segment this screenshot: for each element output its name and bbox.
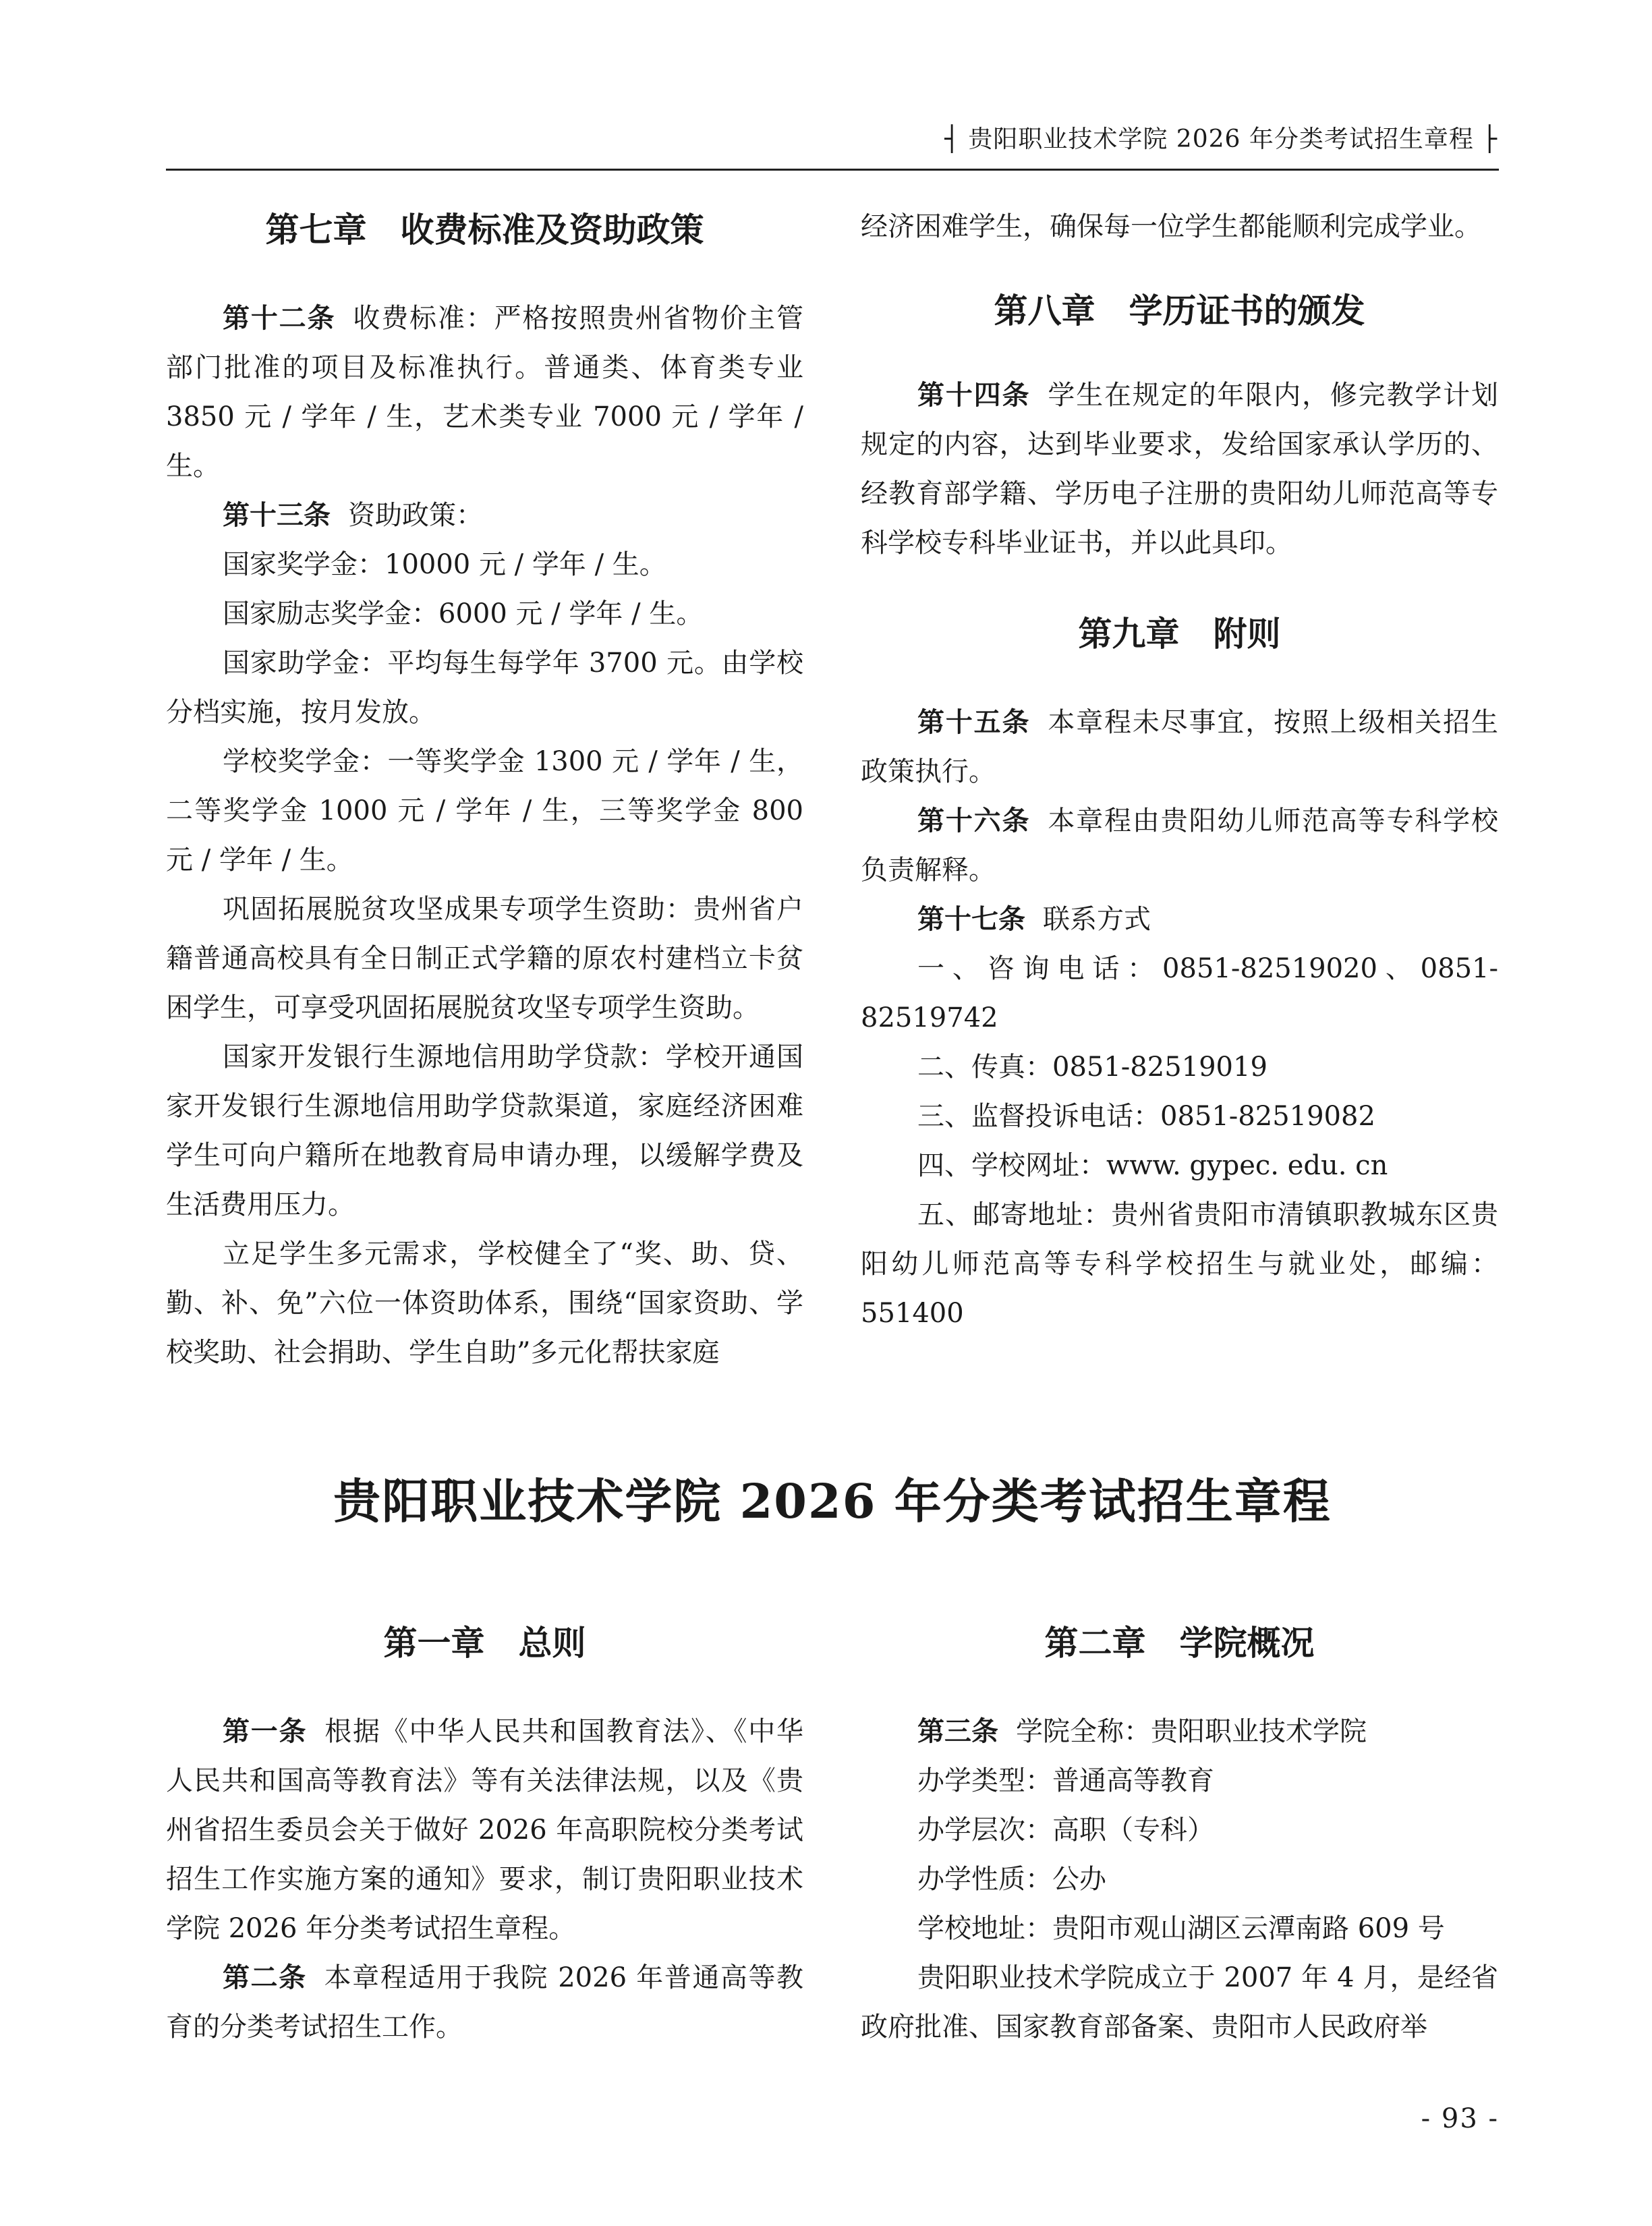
article-14-label: 第十四条 [917,380,1031,411]
header-rule [166,169,1499,171]
chapter-9-title: 第九章 附则 [1078,615,1281,654]
article-15-label: 第十五条 [917,707,1031,738]
article-12-text: 收费标准：严格按照贵州省物价主管部门批准的项目及标准执行。普通类、体育类专业 3850 元 / 学年 / 生，艺术类专业 7000 元 / 学年 / 生。 [166,303,804,482]
chapter-7-title: 第七章 收费标准及资助政策 [265,210,704,250]
school-nature: 办学性质：公办 [917,1864,1106,1895]
article-17 [861,895,1498,944]
page-number: - 93 - [1421,2103,1499,2134]
chapter-2-title: 第二章 学院概况 [1044,1624,1315,1663]
article-12-label: 第十二条 [223,303,336,334]
article-12 [166,294,803,491]
article-13-label: 第十三条 [223,500,331,531]
article-3-label: 第三条 [917,1716,998,1747]
school-level: 办学层次：高职（专科） [917,1815,1214,1846]
article-13 [166,491,803,540]
article-14-text: 学生在规定的年限内，修完教学计划规定的内容，达到毕业要求，发给国家承认学历的、经教育部学籍、学历电子注册的贵阳幼儿师范高等专科学校专科毕业证书，并以此具印。 [861,380,1499,559]
chapter-1-title: 第一章 总则 [383,1624,586,1663]
contact-website: 四、学校网址：www. gypec. edu. cn [917,1150,1388,1181]
aid-system-continuation: 经济困难学生，确保每一位学生都能顺利完成学业。 [861,211,1481,242]
national-encouragement-scholarship: 国家励志奖学金：6000 元 / 学年 / 生。 [223,598,704,629]
chapter-8-title: 第八章 学历证书的颁发 [994,291,1365,331]
aid-system: 立足学生多元需求，学校健全了“奖、助、贷、勤、补、免”六位一体资助体系，围绕“国家资助、学校奖助、社会捐助、学生自助”多元化帮扶家庭 [166,1238,803,1368]
column-left-bottom [166,1619,803,2052]
column-right-bottom [861,1619,1498,2052]
national-grant: 国家助学金：平均每生每学年 3700 元。由学校分档实施，按月发放。 [166,648,803,728]
contact-address: 五、邮寄地址：贵州省贵阳市清镇职教城东区贵阳幼儿师范高等专科学校招生与就业处，邮编：551400 [861,1199,1498,1329]
article-2-label: 第二条 [223,1962,307,1993]
article-17-label: 第十七条 [917,904,1025,935]
article-1-text: 根据《中华人民共和国教育法》、《中华人民共和国高等教育法》等有关法律法规，以及《贵州省招生委员会关于做好 2026 年高职院校分类考试招生工作实施方案的通知》要求，制订贵阳职业技术学院 2026 年分类考试招生章程。 [166,1716,803,1944]
school-scholarship: 学校奖学金：一等奖学金 1300 元 / 学年 / 生，二等奖学金 1000 元 / 学年 / 生，三等奖学金 800 元 / 学年 / 生。 [166,746,803,876]
student-loan: 国家开发银行生源地信用助学贷款：学校开通国家开发银行生源地信用助学贷款渠道，家庭经济困难学生可向户籍所在地教育局申请办理，以缓解学费及生活费用压力。 [166,1041,803,1220]
article-16-label: 第十六条 [917,805,1031,836]
article-16 [861,797,1498,895]
contact-phone: 一、咨询电话：0851-82519020、0851-82519742 [861,953,1498,1033]
article-15 [861,698,1498,797]
contact-fax: 二、传真：0851-82519019 [917,1052,1268,1083]
article-13-text: 资助政策： [348,500,483,531]
national-scholarship: 国家奖学金：10000 元 / 学年 / 生。 [223,549,666,580]
running-header: ┤ 贵阳职业技术学院 2026 年分类考试招生章程 ├ [944,125,1498,153]
poverty-aid: 巩固拓展脱贫攻坚成果专项学生资助：贵州省户籍普通高校具有全日制正式学籍的原农村建档立卡贫困学生，可享受巩固拓展脱贫攻坚专项学生资助。 [166,894,803,1023]
article-16-text: 本章程由贵阳幼儿师范高等专科学校负责解释。 [861,805,1499,886]
article-15-text: 本章程未尽事宜，按照上级相关招生政策执行。 [861,707,1499,787]
article-3 [861,1707,1498,1757]
column-left-top [166,202,803,1377]
article-2-text: 本章程适用于我院 2026 年普通高等教育的分类考试招生工作。 [166,1962,804,2043]
article-2 [166,1953,803,2052]
document-title: 贵阳职业技术学院 2026 年分类考试招生章程 [333,1473,1332,1529]
article-1-label: 第一条 [223,1716,308,1747]
article-3-text: 学院全称：贵阳职业技术学院 [1016,1716,1367,1747]
school-history: 贵阳职业技术学院成立于 2007 年 4 月，是经省政府批准、国家教育部备案、贵阳市人民政府举 [861,1962,1498,2043]
article-1 [166,1707,803,1953]
contact-complaint-phone: 三、监督投诉电话：0851-82519082 [917,1101,1375,1132]
school-type: 办学类型：普通高等教育 [917,1765,1214,1796]
column-right-top [861,202,1498,1338]
school-address: 学校地址：贵阳市观山湖区云潭南路 609 号 [917,1913,1445,1944]
article-17-text: 联系方式 [1043,904,1151,935]
article-14 [861,371,1498,568]
